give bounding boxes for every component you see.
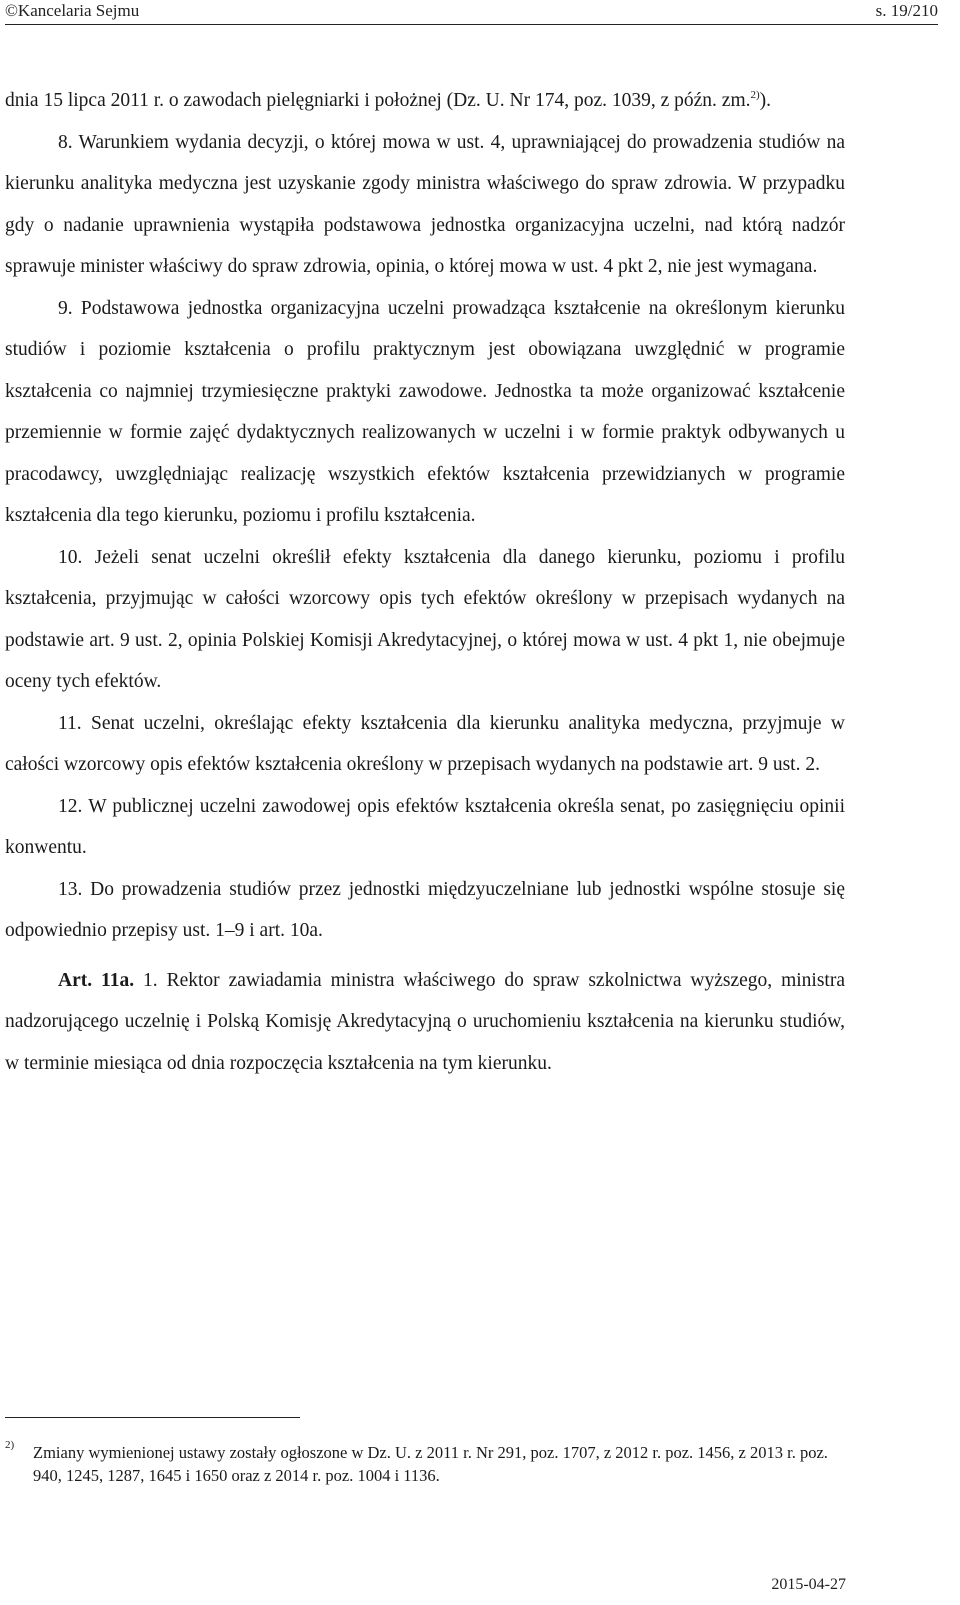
footnote — [5, 1441, 847, 1487]
paragraph-11: 11. Senat uczelni, określając efekty kształcenia dla kierunku analityka medyczna, przyjmuje w całości wzorcowy opis efektów kształcenia określony w przepisach wydanych na podstawie art. 9 ust. 2. — [5, 712, 845, 775]
paragraph-12: 12. W publicznej uczelni zawodowej opis efektów kształcenia określa senat, po zasięgnięciu opinii konwentu. — [5, 795, 845, 858]
header-divider — [5, 24, 938, 25]
footnote-text: Zmiany wymienionej ustawy zostały ogłoszone w Dz. U. z 2011 r. Nr 291, poz. 1707, z 2012 r. poz. 1456, z 2013 r. poz. 940, 1245, 1287, 1645 i 1650 oraz z 2014 r. poz. 1004 i 1136. — [33, 1443, 828, 1485]
continuation-end: ). — [759, 90, 772, 111]
footnote-divider — [5, 1417, 300, 1418]
footnote-reference: 2) — [750, 89, 760, 101]
paragraph-continuation — [5, 80, 845, 122]
article-label: Art. 11a. — [58, 969, 135, 991]
publisher-label: ©Kancelaria Sejmu — [5, 1, 140, 20]
article-text: 1. Rektor zawiadamia ministra właściwego do spraw szkolnictwa wyższego, ministra nadzorującego uczelnię i Polską Komisję Akredytacyjną o uruchomieniu kształcenia na kierunku studiów, w terminie miesiąca od dnia rozpoczęcia kształcenia na tym kierunku. — [5, 969, 846, 1074]
page-number: s. 19/210 — [875, 1, 938, 20]
paragraph-10: 10. Jeżeli senat uczelni określił efekty kształcenia dla danego kierunku, poziomu i profilu kształcenia, przyjmując w całości wzorcowy opis tych efektów określony w przepisach wydanych na podstawie art. 9 ust. 2, opinia Polskiej Komisji Akredytacyjnej, o której mowa w ust. 4 pkt 1, nie obejmuje oceny tych efektów. — [5, 546, 845, 692]
document-date: 2015-04-27 — [771, 1576, 846, 1593]
document-body — [5, 80, 845, 1084]
continuation-text: dnia 15 lipca 2011 r. o zawodach pielęgniarki i położnej (Dz. U. Nr 174, poz. 1039, z późn. zm. — [5, 90, 751, 111]
paragraph-13: 13. Do prowadzenia studiów przez jednostki międzyuczelniane lub jednostki wspólne stosuje się odpowiednio przepisy ust. 1–9 i art. 10a. — [5, 878, 845, 941]
article-11a — [5, 960, 845, 1085]
footnote-mark: 2) — [5, 1439, 15, 1451]
paragraph-8: 8. Warunkiem wydania decyzji, o której mowa w ust. 4, uprawniającej do prowadzenia studiów na kierunku analityka medyczna jest uzyskanie zgody ministra właściwego do spraw zdrowia. W przypadku gdy o nadanie uprawnienia wystąpiła podstawowa jednostka organizacyjna uczelni, nad którą nadzór sprawuje minister właściwy do spraw zdrowia, opinia, o której mowa w ust. 4 pkt 2, nie jest wymagana. — [5, 131, 845, 277]
paragraph-9: 9. Podstawowa jednostka organizacyjna uczelni prowadząca kształcenie na określonym kierunku studiów i poziomie kształcenia o profilu praktycznym jest obowiązana uwzględnić w programie kształcenia co najmniej trzymiesięczne praktyki zawodowe. Jednostka ta może organizować kształcenie przemiennie w formie zajęć dydaktycznych realizowanych w uczelni i w formie praktyk odbywanych u pracodawcy, uwzględniając realizację wszystkich efektów kształcenia przewidzianych w programie kształcenia dla tego kierunku, poziomu i profilu kształcenia. — [5, 297, 845, 526]
page-header — [5, 0, 938, 22]
